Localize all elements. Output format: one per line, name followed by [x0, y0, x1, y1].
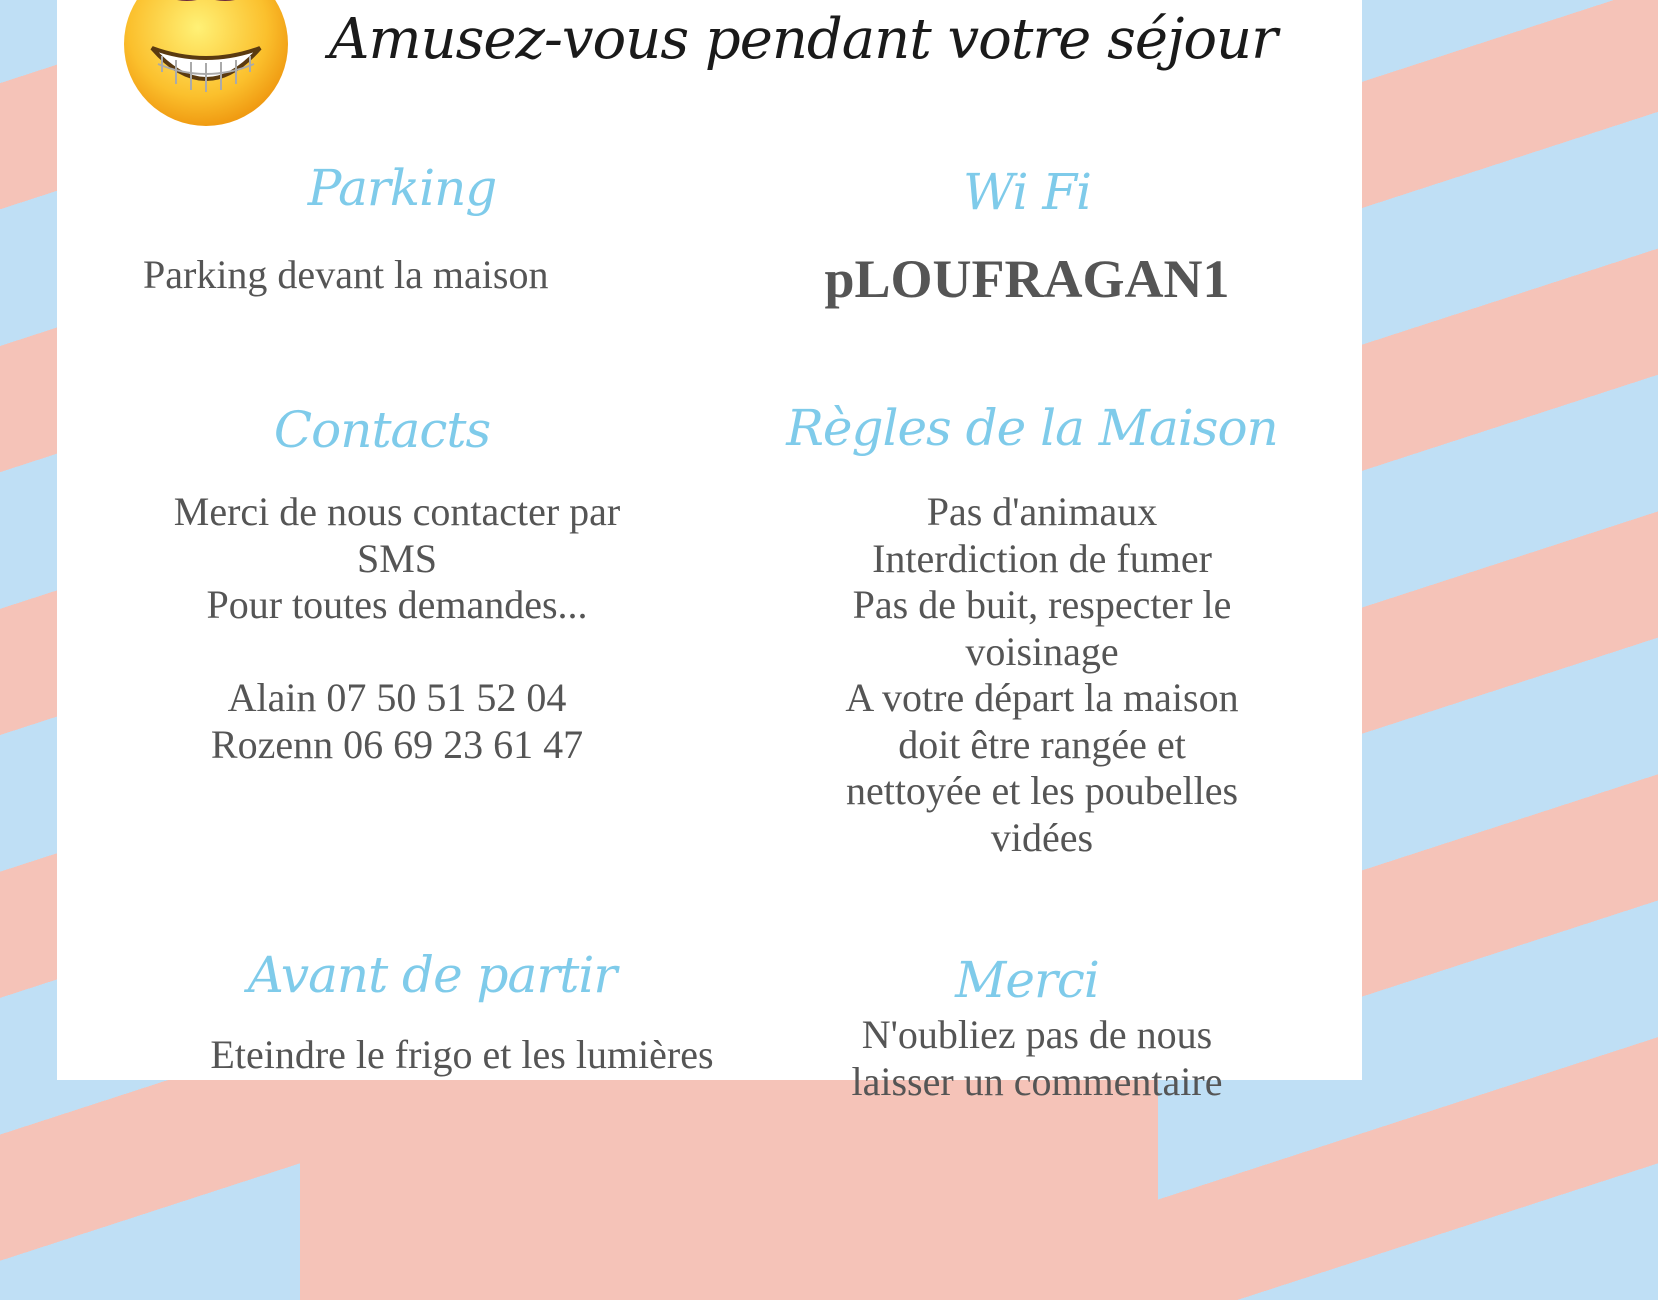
- rules-heading: Règles de la Maison: [786, 399, 1278, 457]
- thanks-body: [787, 1012, 1287, 1105]
- parking-section: [117, 158, 687, 218]
- before-leaving-text: Eteindre le frigo et les lumières: [210, 1032, 714, 1077]
- smiling-sunglasses-emoji-icon: [122, 0, 290, 128]
- before-leaving-section: [147, 945, 717, 1005]
- rules-text: Pas d'animaux Interdiction de fumer Pas de buit, respecter le voisinage A votre départ la maison doit être rangée et nettoyée et les poubelles vidées: [845, 489, 1239, 860]
- before-leaving-body: [137, 1032, 787, 1079]
- parking-heading: Parking: [307, 159, 497, 217]
- info-sheet: [57, 0, 1362, 1104]
- thanks-section: [757, 950, 1297, 1010]
- wifi-body: [747, 248, 1307, 310]
- right-stripe-border: [1358, 0, 1413, 1080]
- rules-section: [757, 398, 1307, 458]
- left-stripe-border: [0, 0, 60, 1080]
- contacts-section: [117, 400, 647, 460]
- wifi-code: pLOUFRAGAN1: [824, 249, 1230, 309]
- wifi-heading: Wi Fi: [962, 163, 1092, 221]
- page-title: Amusez-vous pendant votre séjour: [329, 7, 1277, 72]
- thanks-text: N'oubliez pas de nous laisser un commentaire: [851, 1012, 1223, 1104]
- wifi-section: [747, 162, 1307, 222]
- parking-text: Parking devant la maison: [143, 252, 549, 297]
- contacts-heading: Contacts: [273, 401, 491, 459]
- parking-body: [143, 252, 683, 299]
- contacts-body: [117, 489, 677, 768]
- contacts-text: Merci de nous contacter par SMS Pour toutes demandes... Alain 07 50 51 52 04 Rozenn 06 69 23 61 47: [173, 489, 621, 767]
- rules-body: [792, 489, 1292, 861]
- before-leaving-heading: Avant de partir: [247, 946, 617, 1004]
- thanks-heading: Merci: [955, 951, 1099, 1009]
